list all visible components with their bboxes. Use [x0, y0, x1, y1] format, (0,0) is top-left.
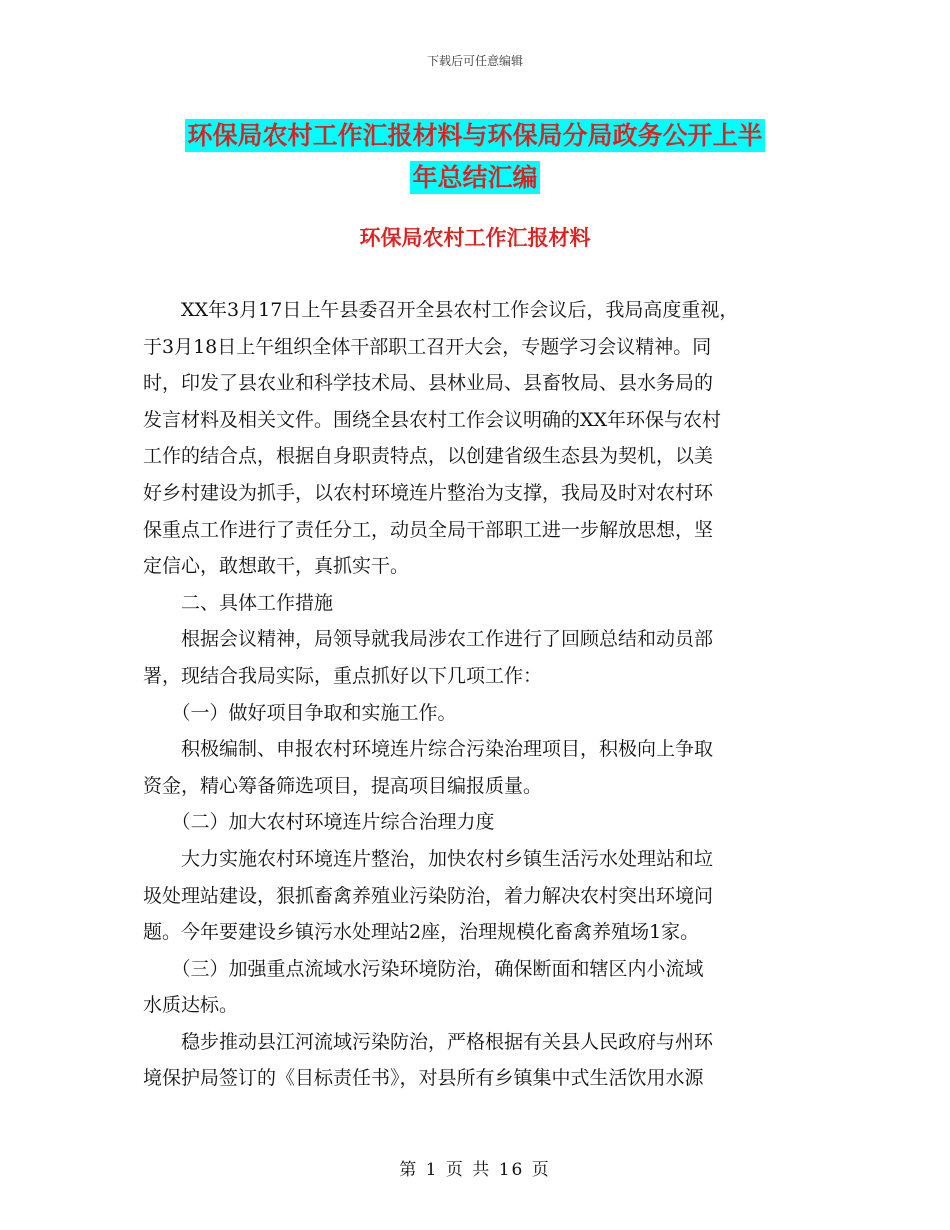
subsection-heading: （二）加大农村环境连片综合治理力度 — [143, 811, 495, 834]
text-line: 积极编制、申报农村环境连片综合污染治理项目，积极向上争取 — [143, 738, 714, 761]
text-line: 圾处理站建设，狠抓畜禽养殖业污染防治，着力解决农村突出环境问 — [143, 884, 714, 907]
text-line: 大力实施农村环境连片整治，加快农村乡镇生活污水处理站和垃 — [143, 847, 714, 870]
text-line: 工作的结合点，根据自身职责特点，以创建省级生态县为契机，以美 — [143, 445, 714, 468]
text-line: 发言材料及相关文件。围绕全县农村工作会议明确的XX年环保与农村 — [143, 408, 722, 431]
text-line: 稳步推动县江河流域污染防治，严格根据有关县人民政府与州环 — [143, 1030, 714, 1053]
text-line: 好乡村建设为抓手，以农村环境连片整治为支撑，我局及时对农村环 — [143, 481, 714, 504]
text-line: 定信心，敢想敢干，真抓实干。 — [143, 555, 410, 578]
subsection-heading: （一）做好项目争取和实施工作。 — [143, 701, 457, 724]
text-line: 境保护局签订的《目标责任书》，对县所有乡镇集中式生活饮用水源 — [143, 1067, 704, 1090]
document-title-line-1-text: 环保局农村工作汇报材料与环保局分局政务公开上半 — [187, 121, 763, 150]
header-note: 下载后可任意编辑 — [426, 54, 523, 68]
subsection-heading: （三）加强重点流域水污染环境防治，确保断面和辖区内小流域 — [143, 957, 704, 980]
text-line: 资金，精心筹备筛选项目，提高项目编报质量。 — [143, 774, 543, 797]
text-line: 根据会议精神，局领导就我局涉农工作进行了回顾总结和动员部 — [143, 628, 714, 651]
document-title-line-2-text: 年总结汇编 — [412, 163, 538, 192]
section-title: 环保局农村工作汇报材料 — [359, 226, 591, 250]
text-line: 题。今年要建设乡镇污水处理站2座，治理规模化畜禽养殖场1家。 — [143, 921, 700, 944]
document-body — [143, 292, 823, 1097]
page-number: 第 1 页 共 16 页 — [399, 1160, 551, 1180]
text-line: 水质达标。 — [143, 994, 239, 1017]
document-title-line-2 — [0, 158, 950, 194]
text-line: 署，现结合我局实际，重点抓好以下几项工作： — [143, 664, 543, 687]
section-heading: 二、具体工作措施 — [143, 591, 334, 614]
text-line: 时，印发了县农业和科学技术局、县林业局、县畜牧局、县水务局的 — [143, 372, 714, 395]
document-title-line-1 — [0, 116, 950, 152]
text-line: 保重点工作进行了责任分工，动员全局干部职工进一步解放思想，坚 — [143, 518, 714, 541]
text-line: XX年3月17日上午县委召开全县农村工作会议后，我局高度重视， — [143, 299, 739, 321]
text-line: 于3月18日上午组织全体干部职工召开大会，专题学习会议精神。同 — [143, 335, 712, 358]
